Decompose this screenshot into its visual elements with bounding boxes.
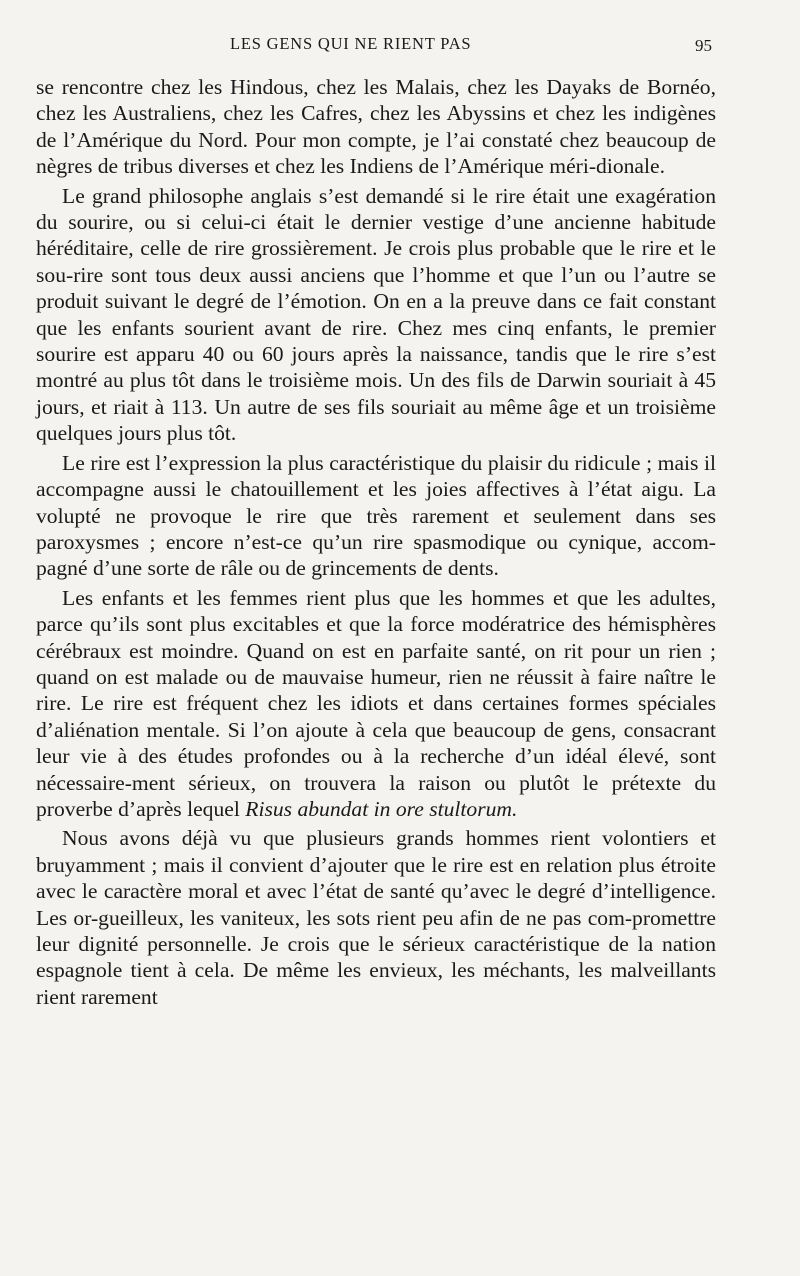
page-number: 95 <box>695 36 712 55</box>
paragraph-4 <box>36 585 716 823</box>
paragraph-4-text: Les enfants et les femmes rient plus que les hommes et que les adultes, parce qu’ils sont plus excitables et que la force modératrice des hémisphères cérébraux est moindre. Quand on est en parfaite santé, on rit pour un rien ; quand on est malade ou de mauvaise humeur, rien ne réussit à faire naître le rire. Le rire est fréquent chez les idiots et dans certaines formes spéciales d’aliénation mentale. Si l’on ajoute à cela que beaucoup de gens, consacrant leur vie à des études profondes ou à la recherche d’un idéal élevé, sont nécessaire-ment sérieux, on trouvera la raison ou plutôt le prétexte du proverbe d’après lequel <box>36 585 716 821</box>
body-text <box>36 74 716 1013</box>
running-title: LES GENS QUI NE RIENT PAS <box>230 34 472 53</box>
paragraph-3: Le rire est l’expression la plus caractéristique du plaisir du ridicule ; mais il accompagne aussi le chatouillement et les joies affectives à l’état aigu. La volupté ne provoque le rire que très rarement et seulement dans ses paroxysmes ; encore n’est-ce qu’un rire spasmodique ou cynique, accom-pagné d’une sorte de râle ou de grincements de dents. <box>36 450 716 581</box>
paragraph-2: Le grand philosophe anglais s’est demandé si le rire était une exagération du sourire, ou si celui-ci était le dernier vestige d’une ancienne habitude héréditaire, celle de rire grossièrement. Je crois plus probable que le rire et le sou-rire sont tous deux aussi anciens que l’homme et que l’un ou l’autre se produit suivant le degré de l’émotion. On en a la preuve dans ce fait constant que les enfants sourient avant de rire. Chez mes cinq enfants, le premier sourire est apparu 40 ou 60 jours après la naissance, tandis que le rire s’est montré au plus tôt dans le troisième mois. Un des fils de Darwin souriait à 45 jours, et riait à 113. Un autre de ses fils souriait au même âge et un troisième quelques jours plus tôt. <box>36 183 716 446</box>
running-head <box>0 34 800 58</box>
paragraph-5: Nous avons déjà vu que plusieurs grands hommes rient volontiers et bruyamment ; mais il convient d’ajouter que le rire est en relation plus étroite avec le caractère moral et avec l’état de santé qu’avec le degré d’intelligence. Les or-gueilleux, les vaniteux, les sots rient peu afin de ne pas com-promettre leur dignité personnelle. Je crois que le sérieux caractéristique de la nation espagnole tient à cela. De même les envieux, les méchants, les malveillants rient rarement <box>36 826 716 1009</box>
latin-proverb: Risus abundat in ore stultorum. <box>245 796 518 821</box>
paragraph-1: se rencontre chez les Hindous, chez les Malais, chez les Dayaks de Bornéo, chez les Australiens, chez les Cafres, chez les Abyssins et chez les indigènes de l’Amérique du Nord. Pour mon compte, je l’ai constaté chez beaucoup de nègres de tribus diverses et chez les Indiens de l’Amérique méri-dionale. <box>36 75 716 179</box>
